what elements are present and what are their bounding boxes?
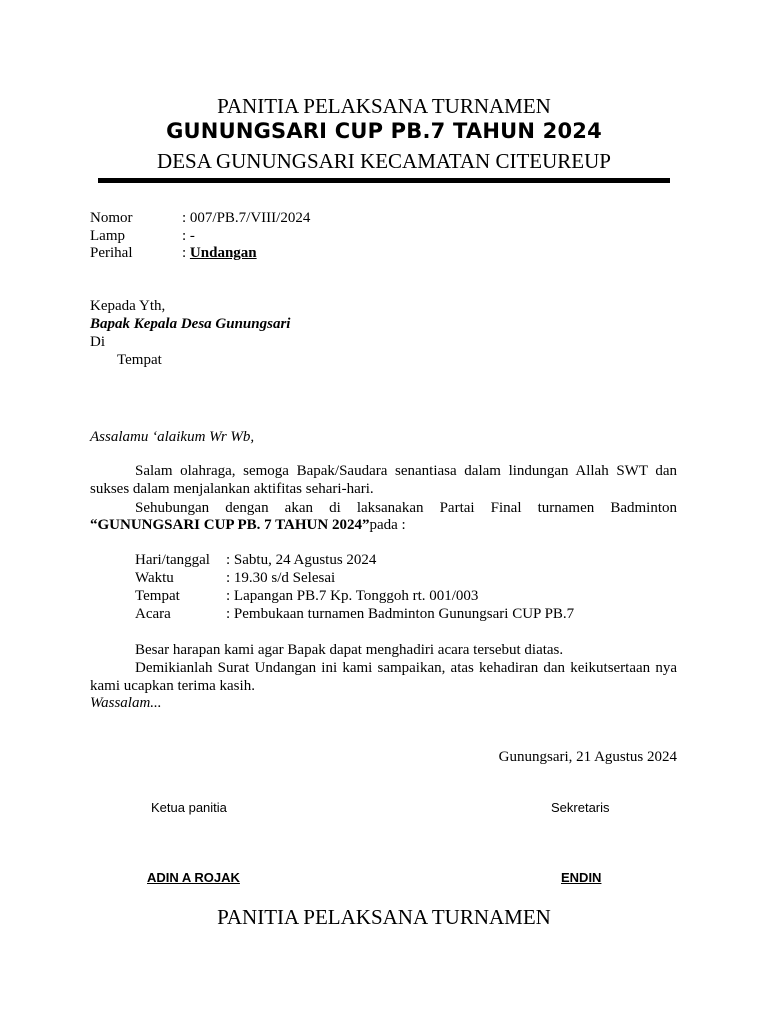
paragraph-1-line-2: sukses dalam menjalankan aktifitas sehari-hari. (90, 481, 374, 497)
right-signatory-name: ENDIN (561, 870, 602, 885)
detail-place-value: : Lapangan PB.7 Kp. Tonggoh rt. 001/003 (226, 588, 479, 604)
paragraph-3: Besar harapan kami agar Bapak dapat menghadiri acara tersebut diatas. (135, 642, 564, 658)
paragraph-2-rest: pada : (369, 517, 406, 533)
perihal-subject: Undangan (189, 245, 257, 261)
detail-time-label: Waktu (135, 570, 174, 586)
left-signatory-title: Ketua panitia (151, 800, 227, 815)
detail-date-value: : Sabtu, 24 Agustus 2024 (226, 552, 377, 568)
nomor-value: : 007/PB.7/VIII/2024 (182, 210, 311, 226)
paragraph-1-line-1: Salam olahraga, semoga Bapak/Saudara senantiasa dalam lindungan Allah SWT dan (135, 463, 677, 479)
paragraph-4-line-2: kami ucapkan terima kasih. (90, 678, 255, 694)
header-committee: PANITIA PELAKSANA TURNAMEN (217, 94, 551, 118)
lamp-label: Lamp (90, 228, 125, 244)
greeting: Assalamu ‘alaikum Wr Wb, (90, 429, 255, 445)
paragraph-2-line-1: Sehubungan dengan akan di laksanakan Partai Final turnamen Badminton (135, 500, 677, 516)
paragraph-2-line-2 (90, 516, 406, 534)
perihal-colon: : (182, 245, 190, 261)
header-tournament: GUNUNGSARI CUP PB.7 TAHUN 2024 (166, 119, 602, 143)
recipient-salutation: Kepada Yth, (90, 298, 166, 314)
perihal-label: Perihal (90, 245, 133, 261)
footer-committee: PANITIA PELAKSANA TURNAMEN (217, 905, 551, 929)
header-village: DESA GUNUNGSARI KECAMATAN CITEUREUP (157, 149, 611, 173)
right-signatory-title: Sekretaris (551, 800, 610, 815)
nomor-label: Nomor (90, 210, 133, 226)
event-name: “GUNUNGSARI CUP PB. 7 TAHUN 2024” (90, 517, 370, 533)
left-signatory-name: ADIN A ROJAK (147, 870, 240, 885)
detail-event-label: Acara (135, 606, 171, 622)
lamp-value: : - (182, 228, 195, 244)
place-date: Gunungsari, 21 Agustus 2024 (498, 749, 677, 765)
detail-date-label: Hari/tanggal (135, 552, 210, 568)
recipient-place: Tempat (117, 352, 162, 368)
detail-place-label: Tempat (135, 588, 180, 604)
recipient-name: Bapak Kepala Desa Gunungsari (90, 316, 291, 332)
closing: Wassalam... (90, 695, 162, 711)
detail-event-value: : Pembukaan turnamen Badminton Gunungsari CUP PB.7 (226, 606, 575, 622)
detail-time-value: : 19.30 s/d Selesai (226, 570, 336, 586)
perihal-value (182, 244, 257, 262)
header-divider (98, 178, 670, 183)
recipient-di: Di (90, 334, 105, 350)
paragraph-4-line-1: Demikianlah Surat Undangan ini kami sampaikan, atas kehadiran dan keikutsertaan nya (135, 660, 677, 676)
